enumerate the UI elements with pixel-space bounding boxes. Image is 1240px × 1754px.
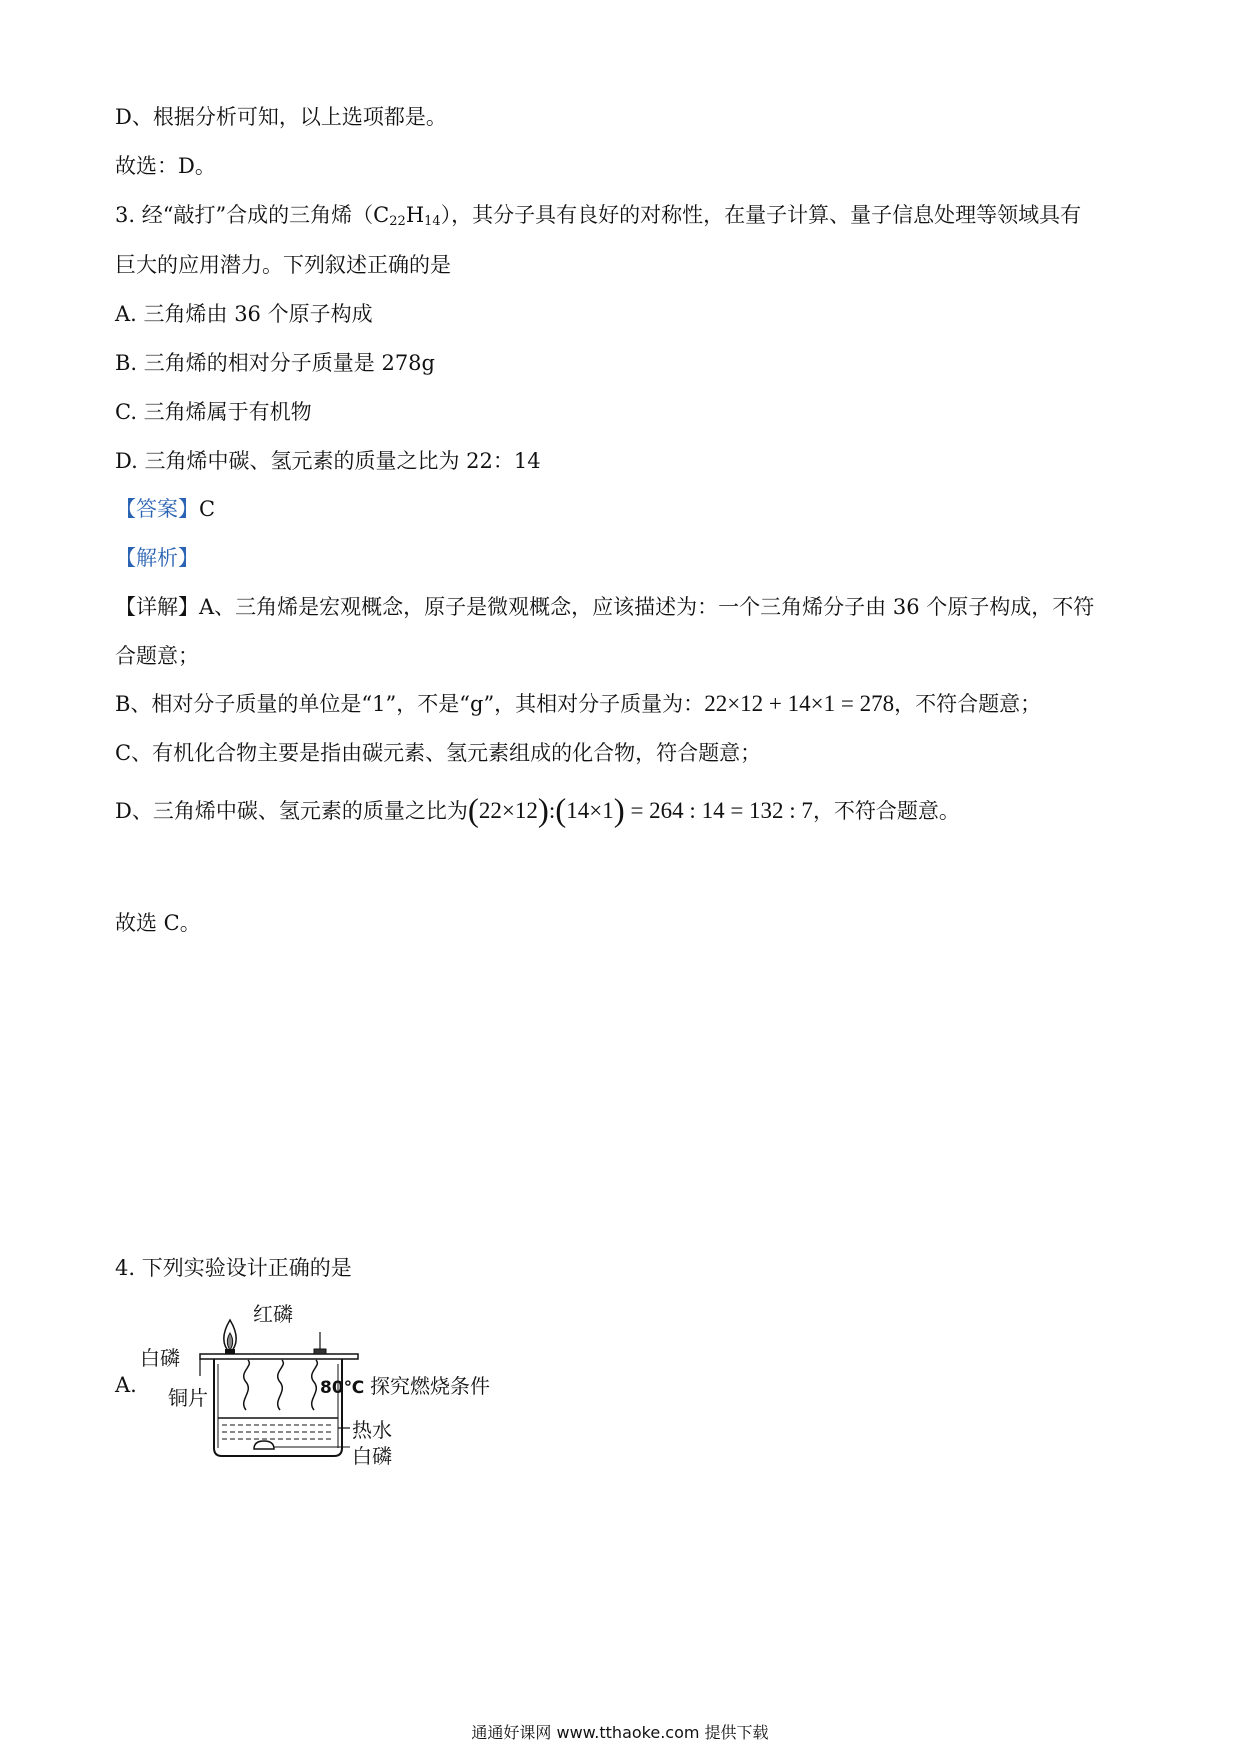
combustion-experiment-figure — [138, 1298, 518, 1468]
detail-d-text: D、三角烯中碳、氢元素的质量之比为 — [115, 799, 468, 823]
detail-d-line — [115, 793, 960, 829]
label-copper-plate: 铜片 — [168, 1386, 208, 1410]
detail-a-line-1 — [115, 592, 1094, 622]
option-d: D. 三角烯中碳、氢元素的质量之比为 22：14 — [115, 449, 541, 473]
detail-a-text: A、三角烯是宏观概念，原子是微观概念，应该描述为：一个三角烯分子由 36 个原子构成，不符 — [199, 595, 1095, 619]
question-4-option-a-label: A. — [115, 1373, 137, 1397]
paren-open-2: ( — [555, 793, 567, 829]
paren-close-2: ) — [613, 793, 625, 829]
question-3-subscript-h: 14 — [424, 214, 441, 229]
option-b: B. 三角烯的相对分子质量是 278g — [115, 351, 435, 375]
detail-b-line — [115, 689, 1041, 719]
question-4: 4. 下列实验设计正确的是 — [115, 1256, 352, 1280]
text-line-choose-d: 故选：D。 — [115, 154, 216, 178]
label-temperature: 80℃ — [320, 1378, 365, 1398]
analysis-tag — [115, 543, 199, 573]
label-white-phosphorus-bottom: 白磷 — [352, 1444, 392, 1468]
answer-tag: 【答案】 — [115, 497, 199, 521]
option-c: C. 三角烯属于有机物 — [115, 400, 312, 424]
detail-c-line: C、有机化合物主要是指由碳元素、氢元素组成的化合物，符合题意； — [115, 741, 762, 765]
question-3-line-1 — [115, 200, 1081, 237]
figure-caption: 探究燃烧条件 — [370, 1374, 490, 1398]
question-3-prefix: 3. 经“敲打”合成的三角烯（C — [115, 203, 390, 227]
label-white-phosphorus-top: 白磷 — [140, 1346, 180, 1370]
formula-result: = 264 : 14 = 132 : 7 — [630, 798, 813, 823]
page-footer: 通通好课网 www.tthaoke.com 提供下载 — [471, 1723, 769, 1742]
detail-b-formula: 22×12 + 14×1 = 278 — [704, 691, 895, 716]
analysis-tag-text: 【解析】 — [115, 546, 199, 570]
question-3-subscript-c: 22 — [389, 214, 406, 229]
detail-a-line-2: 合题意； — [115, 644, 199, 668]
text-line-d-analysis: D、根据分析可知，以上选项都是。 — [115, 105, 447, 129]
question-3-suffix: ），其分子具有良好的对称性，在量子计算、量子信息处理等领域具有 — [440, 203, 1082, 227]
paren-open-1: ( — [467, 793, 479, 829]
detail-d-formula — [467, 793, 813, 829]
question-3-line-2: 巨大的应用潜力。下列叙述正确的是 — [115, 253, 451, 277]
detail-tag: 【详解】 — [115, 595, 199, 619]
detail-d-end: ，不符合题意。 — [812, 799, 960, 823]
label-hot-water: 热水 — [352, 1418, 392, 1442]
answer-line — [115, 494, 215, 524]
detail-b-text: B、相对分子质量的单位是“1”，不是“g”，其相对分子质量为： — [115, 692, 705, 716]
label-red-phosphorus: 红磷 — [253, 1302, 293, 1326]
formula-term-1: 22×12 — [478, 798, 538, 823]
answer-value: C — [199, 497, 216, 521]
paren-close-1: ) — [537, 793, 549, 829]
formula-colon: : — [548, 798, 556, 823]
option-a: A. 三角烯由 36 个原子构成 — [115, 302, 373, 326]
detail-b-end: ，不符合题意； — [894, 692, 1042, 716]
question-3-h: H — [405, 203, 425, 227]
conclusion-line: 故选 C。 — [115, 911, 201, 935]
formula-term-2: 14×1 — [566, 798, 614, 823]
